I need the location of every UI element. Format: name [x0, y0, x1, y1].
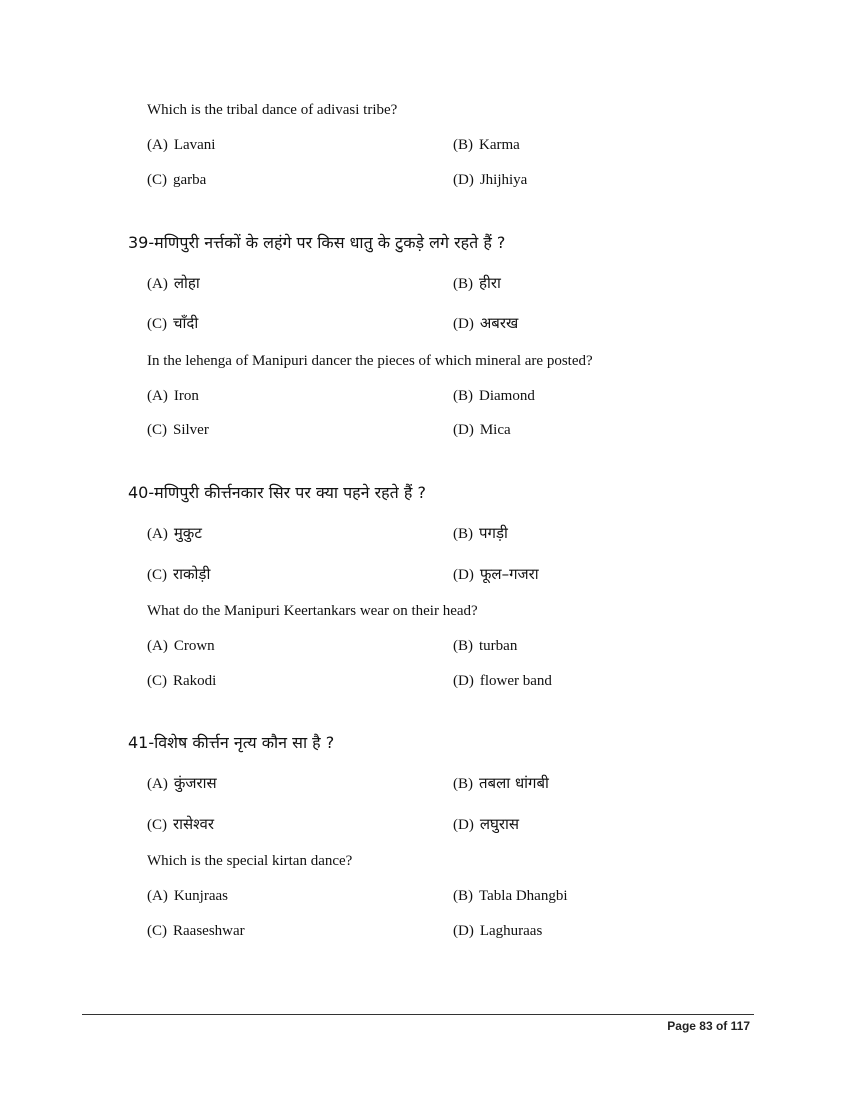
option-d: [453, 673, 552, 690]
option-text: रासेश्वर: [173, 815, 215, 833]
option-label: (B): [453, 526, 473, 542]
option-label: (A): [147, 276, 168, 292]
option-label: (D): [453, 567, 474, 583]
option-text: Laghuraas: [479, 923, 543, 939]
question-english: What do the Manipuri Keertankars wear on their head?: [147, 603, 478, 619]
option-text: अबरख: [479, 314, 519, 332]
option-d: [453, 564, 539, 584]
page-number: Page 83 of 117: [667, 1019, 750, 1033]
option-label: (C): [147, 316, 167, 332]
option-text: लोहा: [173, 274, 200, 292]
option-text: मुकुट: [173, 524, 202, 542]
option-text: लघुरास: [479, 815, 520, 833]
option-b: [453, 888, 568, 905]
option-text: Diamond: [479, 388, 535, 404]
option-text: Tabla Dhangbi: [479, 888, 568, 904]
option-label: (A): [147, 888, 168, 904]
option-label: (C): [147, 923, 167, 939]
option-label: (D): [453, 316, 474, 332]
option-a: [147, 773, 217, 793]
option-label: (A): [147, 638, 168, 654]
option-label: (C): [147, 673, 167, 689]
option-label: (B): [453, 137, 473, 153]
option-text: Iron: [173, 388, 199, 404]
option-b: [453, 638, 517, 655]
option-label: (D): [453, 172, 474, 188]
option-c: [147, 313, 198, 333]
option-text: हीरा: [479, 274, 501, 292]
option-text: फूल–गजरा: [479, 565, 539, 583]
option-text: कुंजरास: [173, 774, 217, 792]
option-label: (B): [453, 638, 473, 654]
option-label: (D): [453, 673, 474, 689]
option-label: (C): [147, 172, 167, 188]
option-b: [453, 137, 520, 154]
option-b: [453, 273, 501, 293]
option-text: garba: [173, 172, 207, 188]
option-label: (C): [147, 567, 167, 583]
question-english: In the lehenga of Manipuri dancer the pieces of which mineral are posted?: [147, 353, 593, 369]
option-b: [453, 773, 549, 793]
option-text: Rakodi: [173, 673, 217, 689]
option-label: (D): [453, 923, 474, 939]
option-b: [453, 388, 535, 405]
option-text: Raaseshwar: [173, 923, 245, 939]
option-a: [147, 638, 215, 655]
option-label: (B): [453, 776, 473, 792]
option-d: [453, 422, 511, 439]
option-label: (C): [147, 817, 167, 833]
option-d: [453, 814, 519, 834]
option-label: (A): [147, 526, 168, 542]
option-c: [147, 814, 214, 834]
option-d: [453, 172, 527, 189]
option-a: [147, 888, 228, 905]
question-hindi: 39-मणिपुरी नर्त्तकों के लहंगे पर किस धातु के टुकड़े लगे रहते हैं ?: [128, 233, 506, 252]
option-text: flower band: [479, 673, 552, 689]
option-text: turban: [479, 638, 518, 654]
option-text: चाँदी: [173, 314, 199, 332]
option-text: Lavani: [173, 137, 216, 153]
option-b: [453, 523, 508, 543]
option-c: [147, 564, 210, 584]
option-label: (D): [453, 817, 474, 833]
option-label: (B): [453, 276, 473, 292]
option-a: [147, 137, 215, 154]
option-label: (A): [147, 137, 168, 153]
option-a: [147, 523, 202, 543]
option-label: (A): [147, 776, 168, 792]
question-english: Which is the special kirtan dance?: [147, 853, 353, 869]
option-text: Jhijhiya: [479, 172, 528, 188]
option-text: पगड़ी: [479, 524, 508, 542]
option-label: (D): [453, 422, 474, 438]
option-label: (B): [453, 888, 473, 904]
option-c: [147, 422, 209, 439]
option-label: (A): [147, 388, 168, 404]
option-text: Kunjraas: [173, 888, 228, 904]
option-label: (C): [147, 422, 167, 438]
option-c: [147, 673, 216, 690]
option-text: तबला धांगबी: [479, 774, 549, 792]
option-d: [453, 923, 542, 940]
option-text: Silver: [173, 422, 209, 438]
option-a: [147, 273, 200, 293]
question-hindi: 40-मणिपुरी कीर्त्तनकार सिर पर क्या पहने रहते हैं ?: [128, 483, 426, 502]
option-a: [147, 388, 199, 405]
option-c: [147, 172, 206, 189]
option-text: राकोड़ी: [173, 565, 211, 583]
option-c: [147, 923, 245, 940]
option-text: Crown: [173, 638, 215, 654]
option-text: Karma: [479, 137, 520, 153]
option-text: Mica: [479, 422, 511, 438]
footer-divider: [82, 1014, 754, 1015]
option-label: (B): [453, 388, 473, 404]
question-hindi: 41-विशेष कीर्त्तन नृत्य कौन सा है ?: [128, 733, 335, 752]
option-d: [453, 313, 518, 333]
question-english: Which is the tribal dance of adivasi tribe?: [147, 102, 398, 118]
